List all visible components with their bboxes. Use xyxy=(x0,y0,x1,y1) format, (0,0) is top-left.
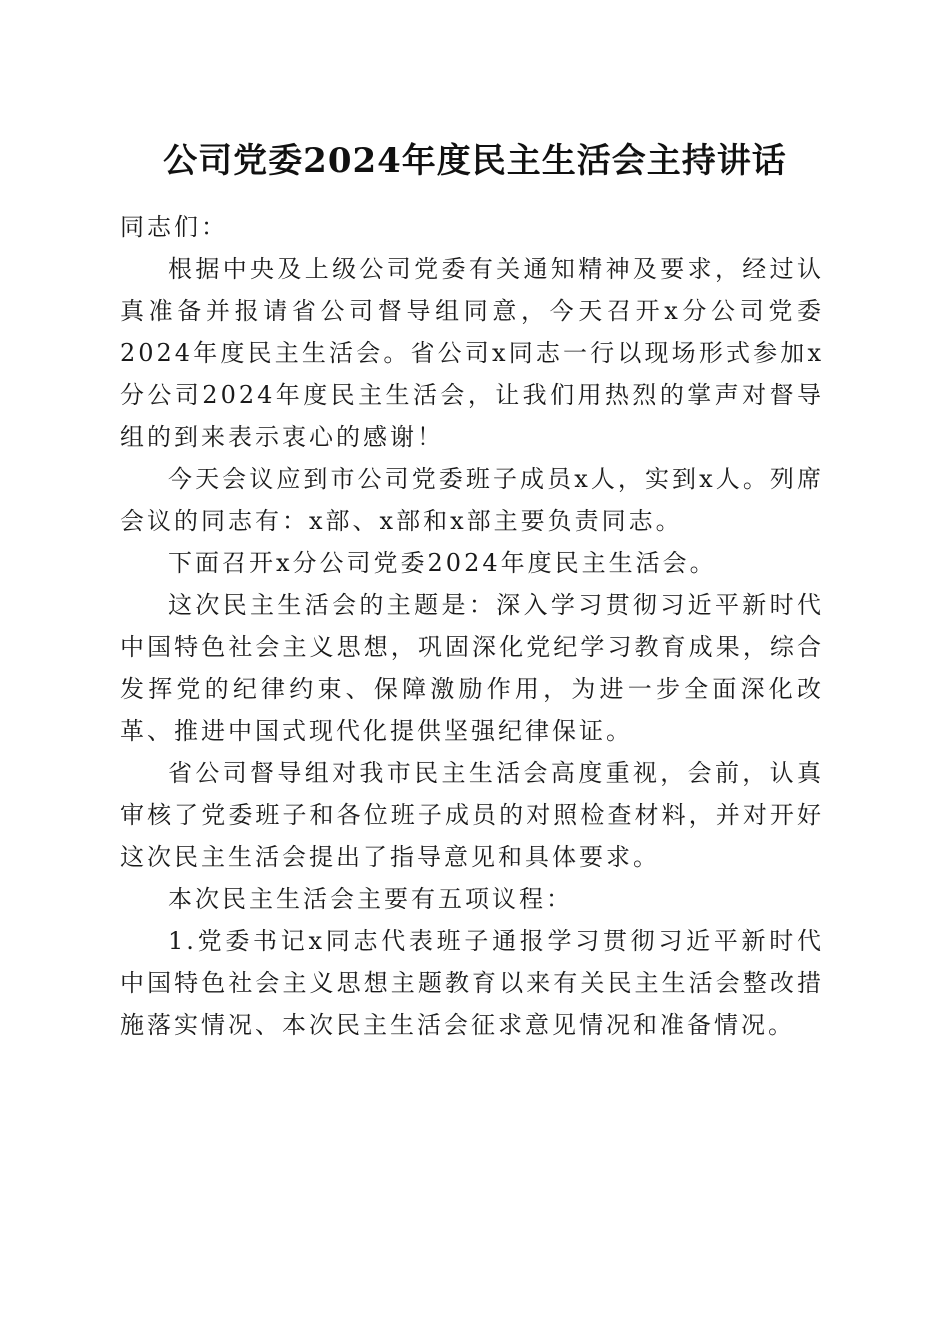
paragraph-opening: 根据中央及上级公司党委有关通知精神及要求，经过认真准备并报请省公司督导组同意，今天召开x分公司党委2024年度民主生活会。省公司x同志一行以现场形式参加x分公司2024年度民主生活会，让我们用热烈的掌声对督导组的到来表示衷心的感谢！ xyxy=(120,255,824,451)
document-body xyxy=(120,206,824,1046)
paragraph-agenda-item-1: 1.党委书记x同志代表班子通报学习贯彻习近平新时代中国特色社会主义思想主题教育以来有关民主生活会整改措施落实情况、本次民主生活会征求意见情况和准备情况。 xyxy=(120,927,824,1039)
paragraph-agenda-intro: 本次民主生活会主要有五项议程： xyxy=(168,885,573,913)
paragraph-supervision: 省公司督导组对我市民主生活会高度重视，会前，认真审核了党委班子和各位班子成员的对照检查材料，并对开好这次民主生活会提出了指导意见和具体要求。 xyxy=(120,759,824,871)
document-title: 公司党委2024年度民主生活会主持讲话 xyxy=(163,141,787,181)
paragraph-attendance: 今天会议应到市公司党委班子成员x人，实到x人。列席会议的同志有：x部、x部和x部主要负责同志。 xyxy=(120,465,824,535)
paragraph-theme: 这次民主生活会的主题是：深入学习贯彻习近平新时代中国特色社会主义思想，巩固深化党纪学习教育成果，综合发挥党的纪律约束、保障激励作用，为进一步全面深化改革、推进中国式现代化提供坚强纪律保证。 xyxy=(120,591,824,745)
paragraph-meeting-start: 下面召开x分公司党委2024年度民主生活会。 xyxy=(168,549,717,577)
salutation: 同志们： xyxy=(120,213,228,241)
